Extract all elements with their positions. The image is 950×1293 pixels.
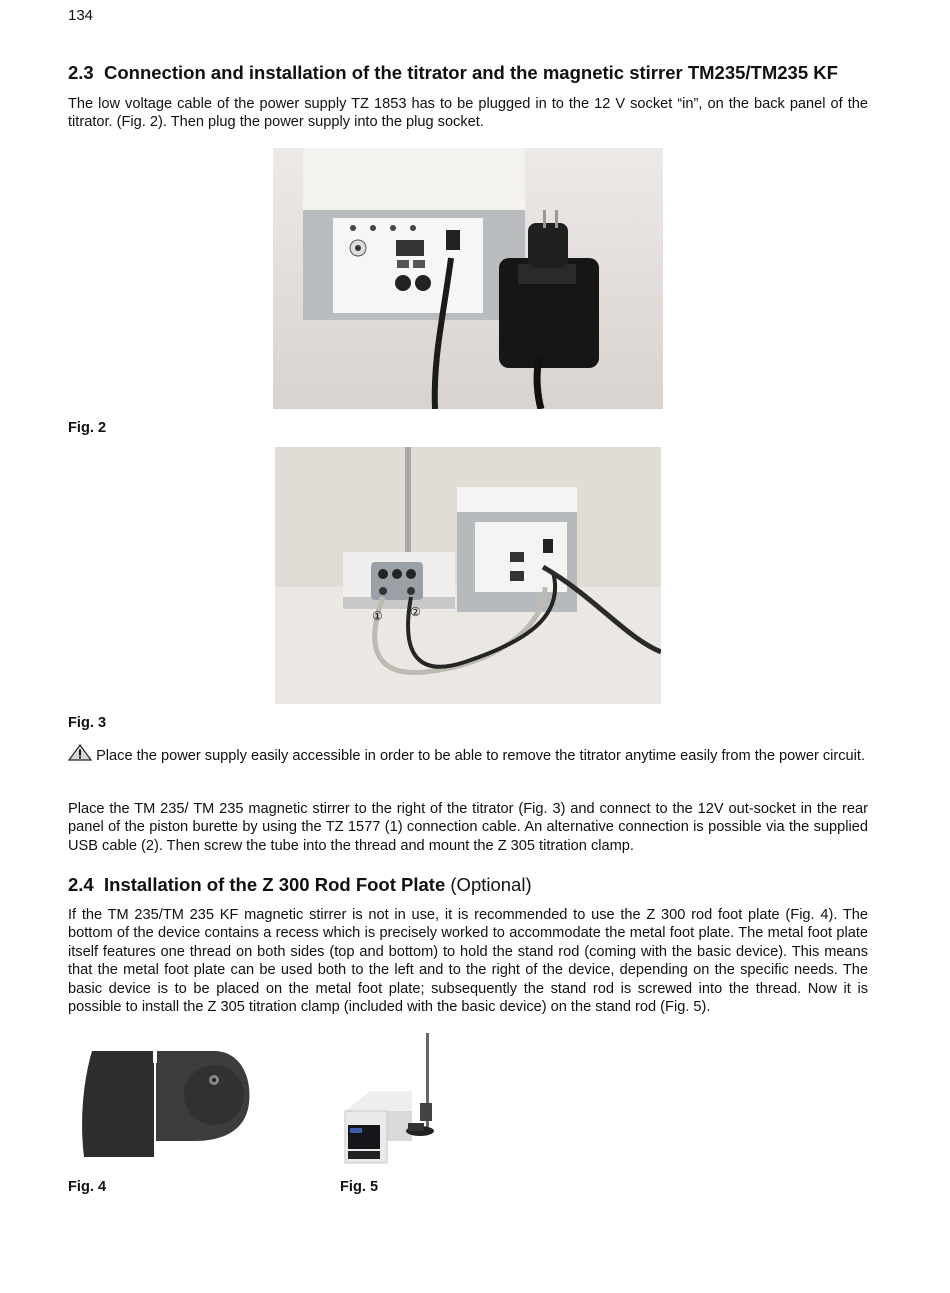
fig-3-photo <box>275 447 661 704</box>
section-title: Installation of the Z 300 Rod Foot Plate <box>104 874 446 895</box>
titrator-with-stand-image <box>340 1033 445 1168</box>
section-number: 2.4 <box>68 874 94 895</box>
fig-3-caption: Fig. 3 <box>68 715 107 731</box>
fig-2-photo <box>273 148 663 409</box>
stirrer-connection-image <box>275 447 661 704</box>
section-number: 2.3 <box>68 62 94 83</box>
warning-paragraph <box>68 744 868 765</box>
paragraph-stirrer-placement: Place the TM 235/ TM 235 magnetic stirrer to the right of the titrator (Fig. 3) and connect to the 12V out-socket in the rear panel of the piston burette by using the TZ 1577 (1) connection cable. An alternative connection is possible via the supplied USB cable (2). Then screw the tube into the thread and mount the Z 305 titration clamp. <box>68 801 868 854</box>
fig-3-marker-1: ① <box>372 609 383 623</box>
fig-5-caption: Fig. 5 <box>340 1179 379 1195</box>
section-2-4-heading <box>68 874 888 896</box>
fig-5-photo <box>340 1033 445 1168</box>
section-title: Connection and installation of the titrator and the magnetic stirrer TM235/TM235 KF <box>104 62 838 83</box>
fig-4-caption: Fig. 4 <box>68 1179 107 1195</box>
paragraph-foot-plate: If the TM 235/TM 235 KF magnetic stirrer is not in use, it is recommended to use the Z 300 rod foot plate (Fig. 4). The bottom of the device contains a recess which is precisely worked to accommodate the metal foot plate. The metal foot plate itself features one thread on both sides (top and bottom) to hold the stand rod (coming with the basic device). This means that the metal foot plate can be used both to the left and to the right of the device, depending on the specific needs. The basic device is to be placed on the metal foot plate; subsequently the stand rod is screwed into the thread. Now it is possible to install the Z 305 titration clamp (included with the basic device) on the stand rod (Fig. 5). <box>68 907 868 1016</box>
warning-triangle-icon <box>68 744 92 761</box>
paragraph-power-supply: The low voltage cable of the power supply TZ 1853 has to be plugged in to the 12 V socket “in”, on the back panel of the titrator. (Fig. 2). Then plug the power supply into the plug socket. <box>68 96 868 131</box>
section-2-3-heading <box>68 62 888 84</box>
fig-2-caption: Fig. 2 <box>68 420 107 436</box>
page-number: 134 <box>68 7 94 24</box>
section-title-suffix: (Optional) <box>450 874 532 895</box>
fig-3-marker-2: ② <box>410 605 421 619</box>
warning-text: Place the power supply easily accessible in order to be able to remove the titrator anytime easily from the power circuit. <box>96 748 866 764</box>
rod-foot-plate-image <box>74 1045 256 1163</box>
fig-4-photo <box>74 1045 256 1163</box>
titrator-back-panel-image <box>273 148 663 409</box>
